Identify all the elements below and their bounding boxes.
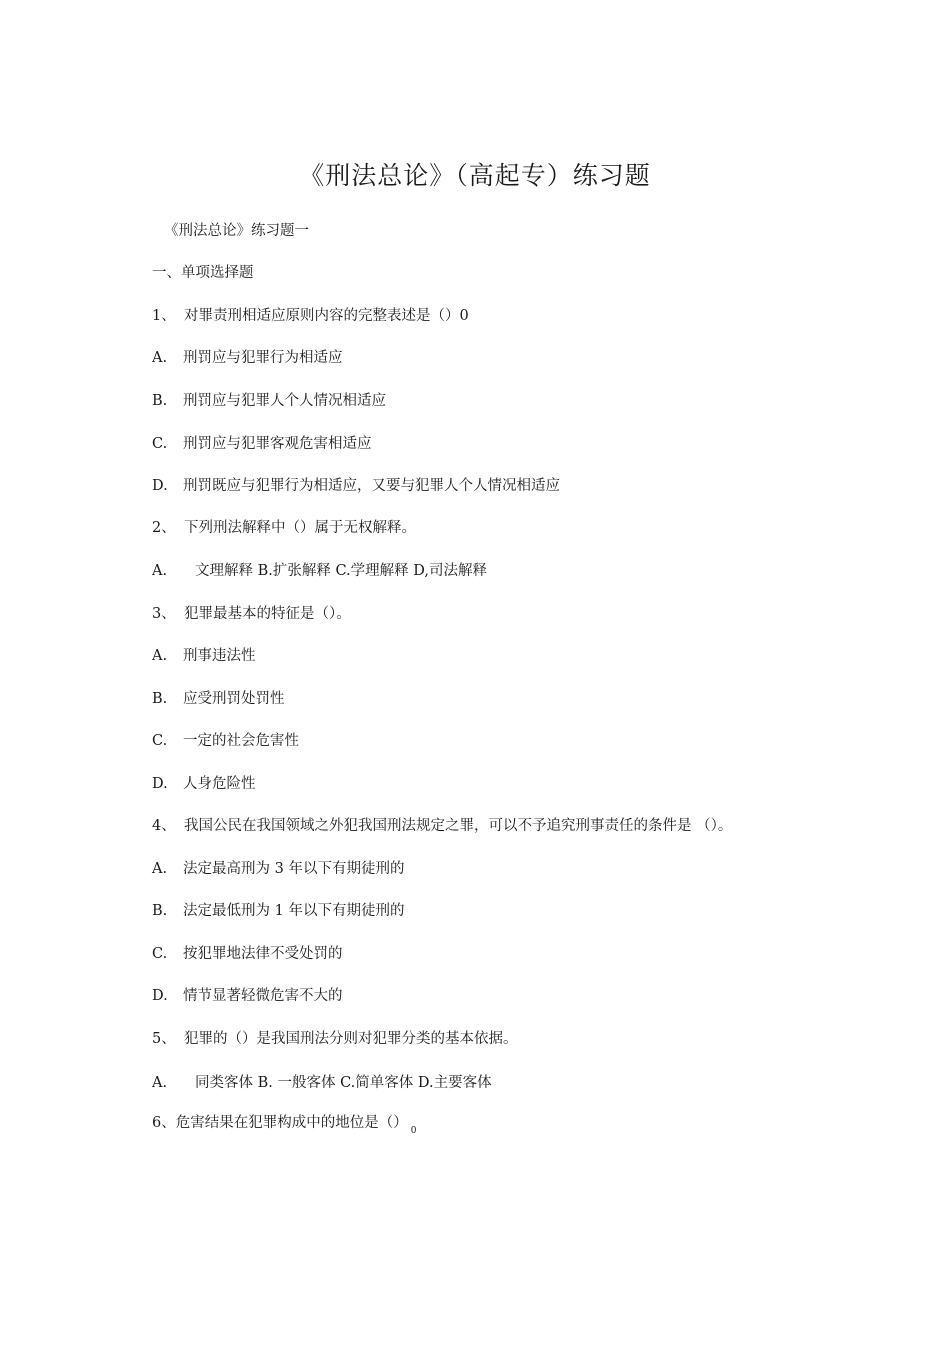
option-letter: C.	[152, 436, 168, 452]
option-letter: A.	[152, 861, 168, 877]
option-text: 文理解释 B.扩张解释 C.学理解释 D,司法解释	[195, 563, 487, 579]
option-text: 刑事违法性	[183, 648, 256, 664]
option-letter: A.	[152, 648, 168, 664]
section-heading: 一、单项选择题	[152, 265, 254, 281]
option-text: 情节显著轻微危害不大的	[183, 988, 343, 1004]
question-3-option-d	[152, 774, 256, 794]
option-text: 按犯罪地法律不受处罚的	[183, 946, 343, 962]
option-letter: B.	[152, 393, 168, 409]
option-text: 法定最低刑为 1 年以下有期徒刑的	[183, 903, 405, 919]
question-4	[152, 816, 732, 836]
question-text: 对罪责刑相适应原则内容的完整表述是（）0	[184, 308, 469, 324]
document-title: 《刑法总论》（高起专）练习题	[299, 161, 651, 190]
question-4-option-b	[152, 901, 404, 921]
question-1-option-d	[152, 476, 560, 496]
question-3-option-a	[152, 646, 256, 666]
question-number: 6、	[152, 1115, 176, 1131]
question-number: 5、	[152, 1031, 176, 1047]
option-text: 同类客体 B. 一般客体 C.简单客体 D.主要客体	[195, 1075, 492, 1091]
question-4-option-a	[152, 859, 404, 879]
question-text: 犯罪最基本的特征是（）。	[184, 606, 351, 622]
option-letter: D.	[152, 776, 168, 792]
option-text: 法定最高刑为 3 年以下有期徒刑的	[183, 861, 405, 877]
question-5	[152, 1029, 518, 1049]
option-letter: C.	[152, 733, 168, 749]
option-text: 应受刑罚处罚性	[183, 691, 285, 707]
option-letter: B.	[152, 903, 168, 919]
question-1	[152, 306, 469, 326]
question-1-option-b	[152, 391, 386, 411]
question-number: 4、	[152, 818, 176, 834]
option-text: 一定的社会危害性	[183, 733, 299, 749]
option-text: 刑罚应与犯罪人个人情况相适应	[183, 393, 386, 409]
option-letter: A.	[152, 350, 168, 366]
question-text: 犯罪的（）是我国刑法分则对犯罪分类的基本依据。	[184, 1031, 518, 1047]
exercise-subtitle: 《刑法总论》练习题一	[164, 223, 309, 239]
question-text: 危害结果在犯罪构成中的地位是（）	[175, 1115, 408, 1131]
question-6	[152, 1113, 416, 1141]
question-5-options	[152, 1073, 492, 1093]
option-text: 刑罚应与犯罪客观危害相适应	[183, 436, 372, 452]
trailing-mark: 0	[410, 1126, 417, 1136]
option-text: 刑罚应与犯罪行为相适应	[183, 350, 343, 366]
option-text: 人身危险性	[183, 776, 256, 792]
question-4-option-d	[152, 986, 343, 1006]
question-3-option-b	[152, 689, 285, 709]
option-letter: D.	[152, 988, 168, 1004]
option-letter: A.	[152, 563, 168, 579]
option-letter: B.	[152, 691, 168, 707]
question-3-option-c	[152, 731, 299, 751]
question-1-option-c	[152, 434, 372, 454]
question-text: 我国公民在我国领域之外犯我国刑法规定之罪，可以不予追究刑事责任的条件是 （）。	[184, 818, 733, 834]
option-text: 刑罚既应与犯罪行为相适应，又要与犯罪人个人情况相适应	[183, 478, 560, 494]
option-letter: A.	[152, 1075, 168, 1091]
question-number: 1、	[152, 308, 176, 324]
question-1-option-a	[152, 348, 343, 368]
question-2-options	[152, 561, 487, 581]
question-number: 2、	[152, 520, 176, 536]
question-number: 3、	[152, 606, 176, 622]
option-letter: D.	[152, 478, 168, 494]
question-text: 下列刑法解释中（）属于无权解释。	[184, 520, 416, 536]
question-3	[152, 604, 351, 624]
question-2	[152, 518, 416, 538]
question-4-option-c	[152, 944, 343, 964]
option-letter: C.	[152, 946, 168, 962]
